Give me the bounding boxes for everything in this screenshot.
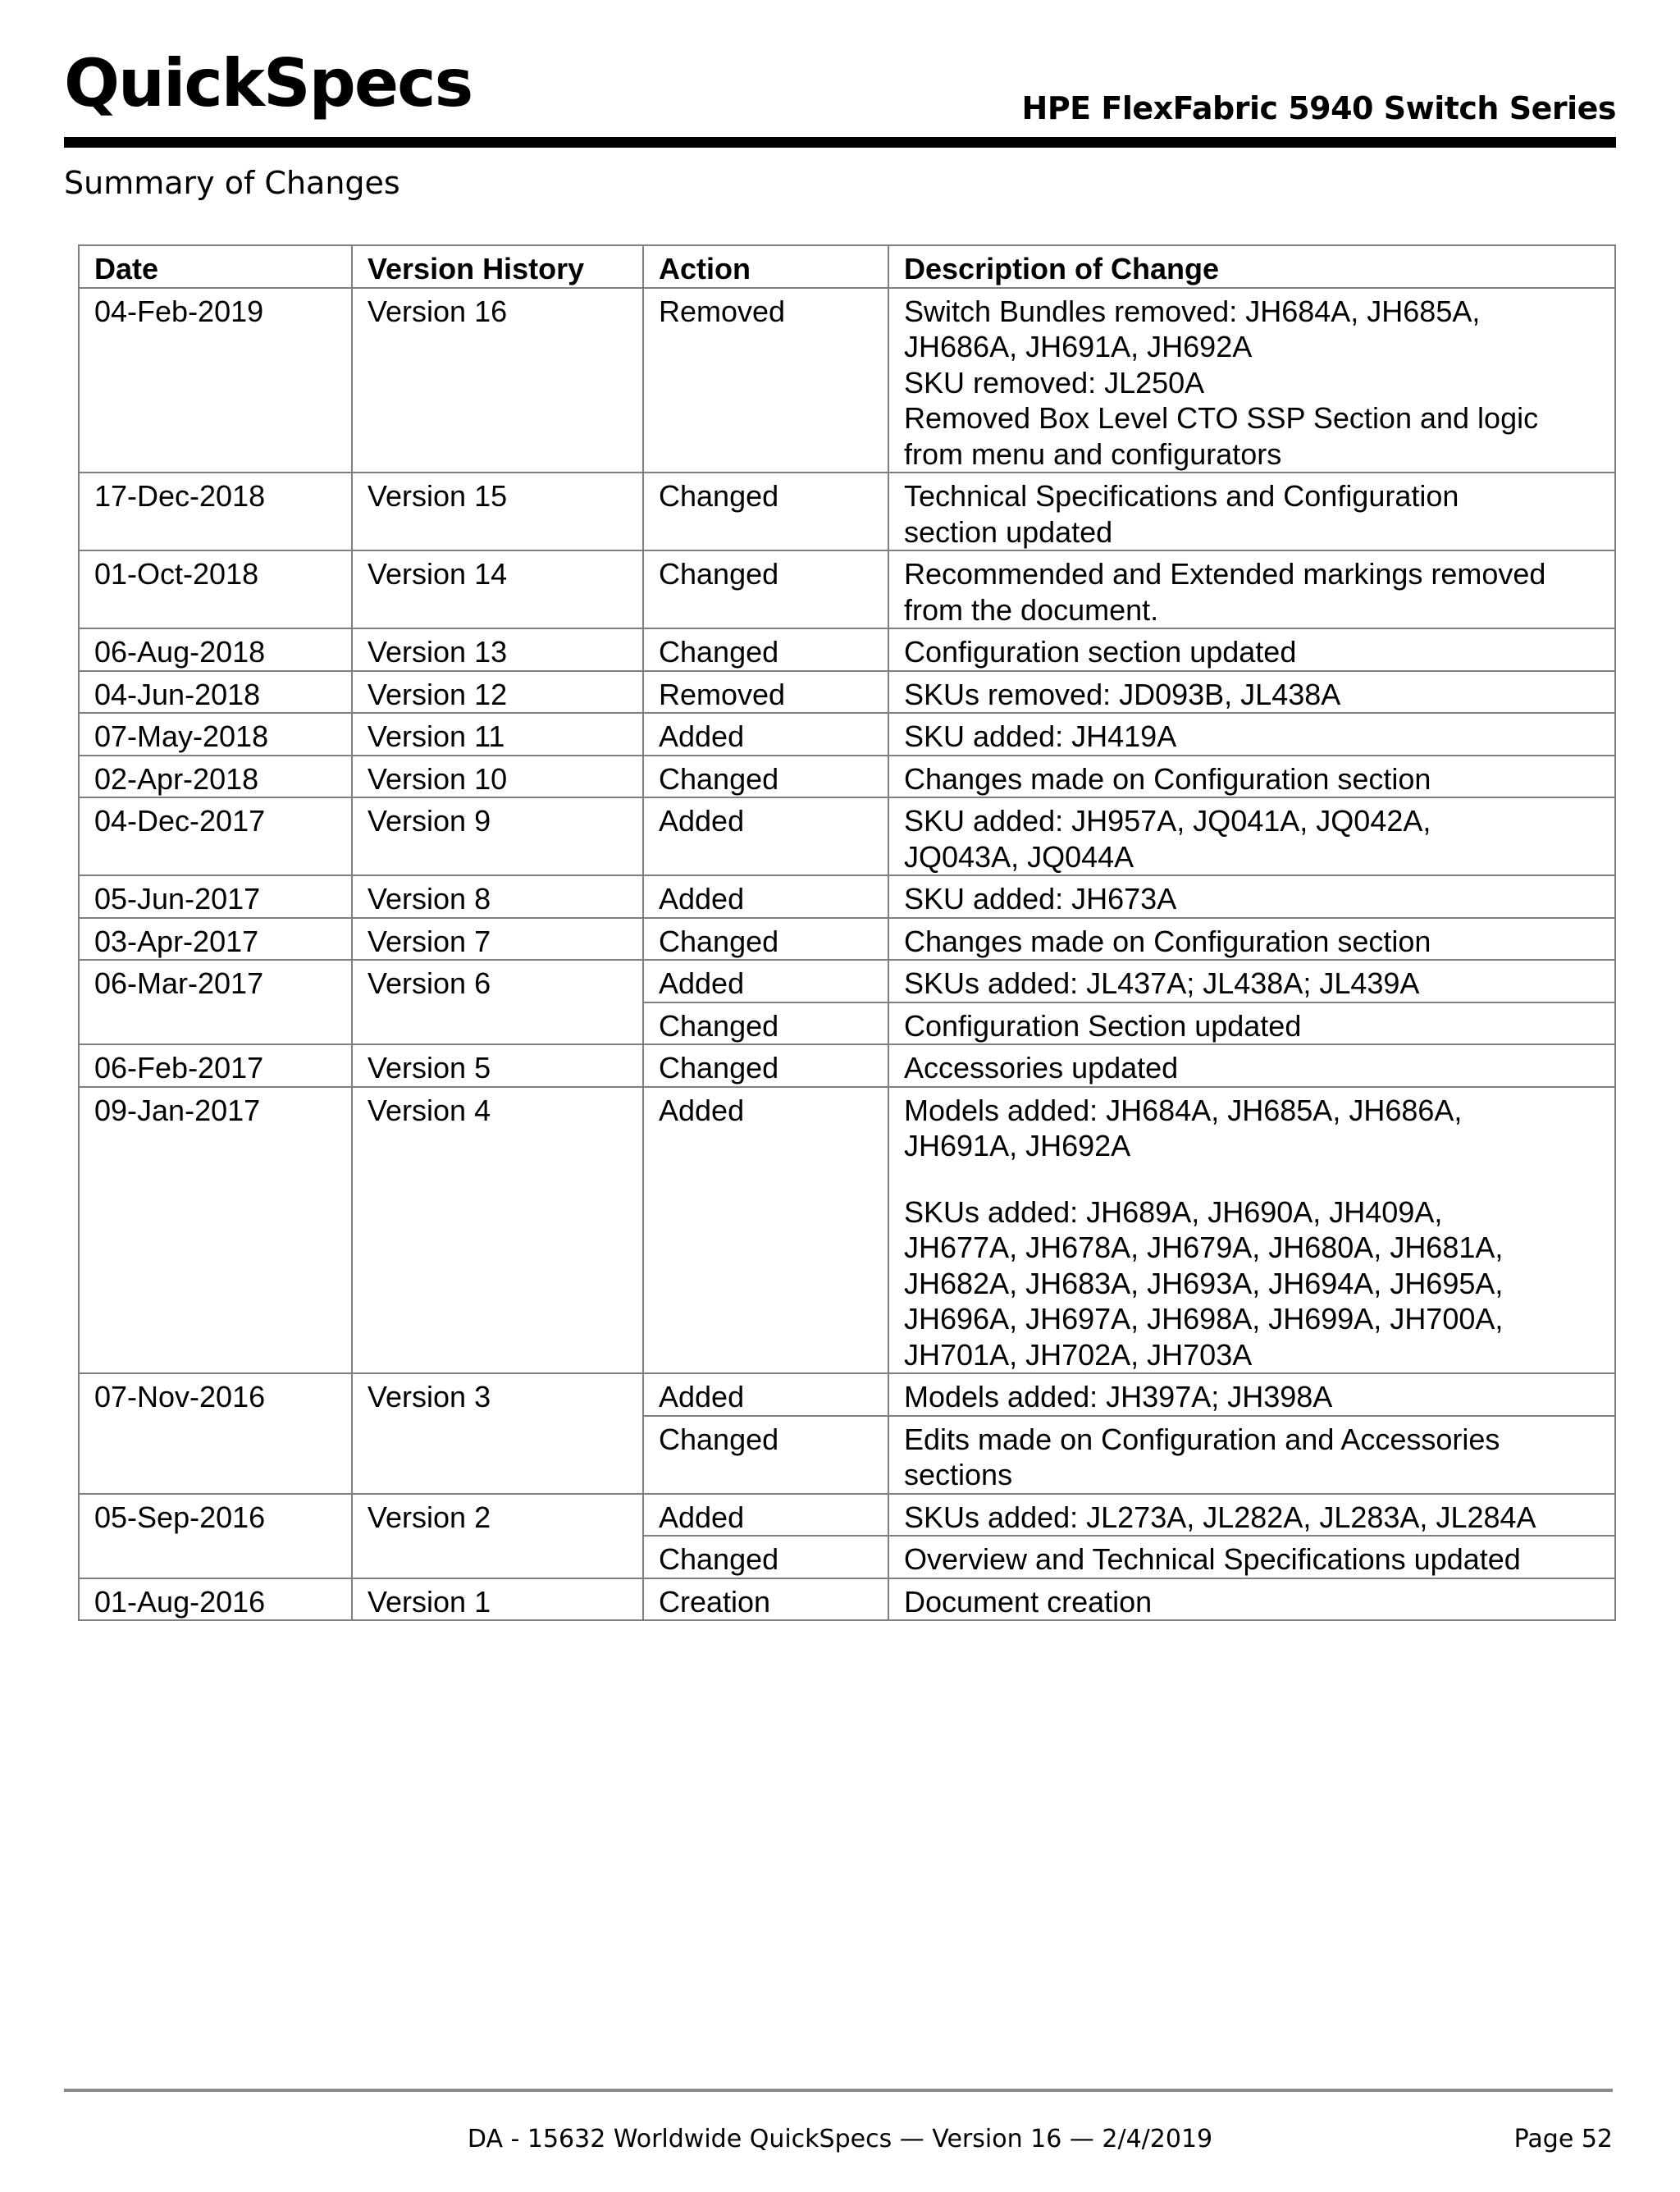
table-row xyxy=(79,1373,1615,1416)
description-line: SKU removed: JL250A xyxy=(904,365,1205,400)
description-line: JH701A, JH702A, JH703A xyxy=(904,1337,1253,1372)
table-row xyxy=(79,756,1615,798)
description-line: Document creation xyxy=(904,1584,1153,1619)
cell-version: Version 13 xyxy=(352,628,643,671)
description-line: JQ043A, JQ044A xyxy=(904,839,1134,874)
table-row xyxy=(79,1087,1615,1374)
cell-description xyxy=(888,1044,1615,1087)
description-spacer xyxy=(904,1164,1600,1194)
description-line: Configuration Section updated xyxy=(904,1008,1302,1043)
cell-description xyxy=(888,1578,1615,1621)
cell-description xyxy=(888,1416,1615,1494)
cell-description xyxy=(888,671,1615,714)
cell-action: Changed xyxy=(643,1416,888,1494)
cell-description xyxy=(888,960,1615,1002)
table-row xyxy=(79,797,1615,875)
cell-description xyxy=(888,473,1615,550)
cell-version: Version 4 xyxy=(352,1087,643,1374)
cell-date: 07-May-2018 xyxy=(79,713,352,756)
cell-description xyxy=(888,918,1615,961)
cell-description xyxy=(888,797,1615,875)
cell-version: Version 1 xyxy=(352,1578,643,1621)
cell-description xyxy=(888,1494,1615,1537)
description-line: from menu and configurators xyxy=(904,436,1282,471)
cell-action: Changed xyxy=(643,473,888,550)
cell-action: Changed xyxy=(643,1044,888,1087)
description-line: Removed Box Level CTO SSP Section and logic xyxy=(904,401,1539,435)
cell-version: Version 6 xyxy=(352,960,643,1044)
product-title: HPE FlexFabric 5940 Switch Series xyxy=(1021,90,1616,126)
description-line: SKUs added: JL437A; JL438A; JL439A xyxy=(904,966,1420,1000)
description-line: Models added: JH397A; JH398A xyxy=(904,1380,1333,1413)
description-line: Edits made on Configuration and Accessories xyxy=(904,1422,1500,1456)
footer-doc-info: DA - 15632 Worldwide QuickSpecs — Version 16 — 2/4/2019 xyxy=(467,2125,1213,2153)
cell-action: Changed xyxy=(643,918,888,961)
description-line: SKU added: JH673A xyxy=(904,882,1177,916)
cell-action: Changed xyxy=(643,756,888,798)
cell-description xyxy=(888,1536,1615,1578)
cell-version: Version 2 xyxy=(352,1494,643,1578)
description-line: from the document. xyxy=(904,592,1159,627)
table-row xyxy=(79,1578,1615,1621)
cell-action: Changed xyxy=(643,628,888,671)
cell-description xyxy=(888,756,1615,798)
table-row xyxy=(79,550,1615,628)
cell-date: 06-Mar-2017 xyxy=(79,960,352,1044)
cell-date: 06-Feb-2017 xyxy=(79,1044,352,1087)
cell-action: Added xyxy=(643,1494,888,1537)
cell-description xyxy=(888,288,1615,473)
cell-action: Added xyxy=(643,1087,888,1374)
table-row xyxy=(79,1044,1615,1087)
page-number: Page 52 xyxy=(1513,2125,1613,2153)
cell-date: 04-Dec-2017 xyxy=(79,797,352,875)
column-header-date: Date xyxy=(79,245,352,288)
cell-action: Changed xyxy=(643,550,888,628)
table-row xyxy=(79,875,1615,918)
cell-version: Version 14 xyxy=(352,550,643,628)
cell-date: 05-Jun-2017 xyxy=(79,875,352,918)
description-line: sections xyxy=(904,1458,1013,1491)
cell-version: Version 8 xyxy=(352,875,643,918)
cell-description xyxy=(888,1373,1615,1416)
table-row xyxy=(79,671,1615,714)
cell-action: Removed xyxy=(643,288,888,473)
cell-action: Added xyxy=(643,1373,888,1416)
table-row xyxy=(79,918,1615,961)
description-line: Accessories updated xyxy=(904,1051,1179,1085)
column-header-version: Version History xyxy=(352,245,643,288)
cell-action: Added xyxy=(643,797,888,875)
cell-action: Added xyxy=(643,875,888,918)
cell-version: Version 5 xyxy=(352,1044,643,1087)
cell-date: 03-Apr-2017 xyxy=(79,918,352,961)
description-line: JH677A, JH678A, JH679A, JH680A, JH681A, xyxy=(904,1231,1504,1264)
cell-description xyxy=(888,875,1615,918)
description-line: SKUs added: JL273A, JL282A, JL283A, JL284A xyxy=(904,1500,1536,1534)
cell-description xyxy=(888,1087,1615,1374)
table-row xyxy=(79,713,1615,756)
cell-action: Removed xyxy=(643,671,888,714)
description-line: SKU added: JH957A, JQ041A, JQ042A, xyxy=(904,804,1431,838)
table-row xyxy=(79,473,1615,550)
cell-version: Version 11 xyxy=(352,713,643,756)
cell-action: Added xyxy=(643,960,888,1002)
cell-description xyxy=(888,628,1615,671)
description-line: Technical Specifications and Configuration xyxy=(904,479,1459,513)
cell-version: Version 3 xyxy=(352,1373,643,1494)
table-row xyxy=(79,628,1615,671)
footer-rule xyxy=(64,2089,1613,2092)
table-row xyxy=(79,288,1615,473)
description-line: Configuration section updated xyxy=(904,635,1297,669)
header-rule xyxy=(64,137,1616,148)
cell-date: 01-Aug-2016 xyxy=(79,1578,352,1621)
cell-description xyxy=(888,550,1615,628)
description-line: JH691A, JH692A xyxy=(904,1129,1131,1162)
cell-date: 04-Feb-2019 xyxy=(79,288,352,473)
brand-title: QuickSpecs xyxy=(64,45,472,121)
cell-action: Changed xyxy=(643,1002,888,1045)
cell-date: 09-Jan-2017 xyxy=(79,1087,352,1374)
description-line: SKUs removed: JD093B, JL438A xyxy=(904,677,1341,711)
cell-version: Version 7 xyxy=(352,918,643,961)
cell-description xyxy=(888,713,1615,756)
table-header-row xyxy=(79,245,1615,288)
column-header-description: Description of Change xyxy=(888,245,1615,288)
description-line: Recommended and Extended markings removed xyxy=(904,557,1546,591)
table-row xyxy=(79,960,1615,1002)
description-line: SKUs added: JH689A, JH690A, JH409A, xyxy=(904,1194,1443,1229)
cell-action: Changed xyxy=(643,1536,888,1578)
section-title: Summary of Changes xyxy=(64,165,400,201)
description-line: JH682A, JH683A, JH693A, JH694A, JH695A, xyxy=(904,1266,1504,1300)
table-row xyxy=(79,1494,1615,1537)
cell-version: Version 12 xyxy=(352,671,643,714)
description-line: section updated xyxy=(904,514,1113,549)
description-line: Changes made on Configuration section xyxy=(904,761,1431,796)
description-line: Switch Bundles removed: JH684A, JH685A, xyxy=(904,294,1481,328)
cell-date: 05-Sep-2016 xyxy=(79,1494,352,1578)
cell-date: 06-Aug-2018 xyxy=(79,628,352,671)
column-header-action: Action xyxy=(643,245,888,288)
cell-version: Version 10 xyxy=(352,756,643,798)
cell-date: 02-Apr-2018 xyxy=(79,756,352,798)
cell-date: 04-Jun-2018 xyxy=(79,671,352,714)
description-line: SKU added: JH419A xyxy=(904,719,1177,753)
changes-table xyxy=(78,244,1616,1621)
description-line: JH686A, JH691A, JH692A xyxy=(904,330,1253,363)
cell-action: Creation xyxy=(643,1578,888,1621)
cell-date: 01-Oct-2018 xyxy=(79,550,352,628)
description-line: Models added: JH684A, JH685A, JH686A, xyxy=(904,1093,1463,1127)
cell-date: 07-Nov-2016 xyxy=(79,1373,352,1494)
description-line: Overview and Technical Specifications updated xyxy=(904,1542,1521,1576)
cell-version: Version 9 xyxy=(352,797,643,875)
changes-table-body xyxy=(79,288,1615,1621)
description-line: Changes made on Configuration section xyxy=(904,924,1431,958)
cell-description xyxy=(888,1002,1615,1045)
description-line: JH696A, JH697A, JH698A, JH699A, JH700A, xyxy=(904,1302,1504,1336)
cell-date: 17-Dec-2018 xyxy=(79,473,352,550)
cell-version: Version 16 xyxy=(352,288,643,473)
cell-action: Added xyxy=(643,713,888,756)
cell-version: Version 15 xyxy=(352,473,643,550)
